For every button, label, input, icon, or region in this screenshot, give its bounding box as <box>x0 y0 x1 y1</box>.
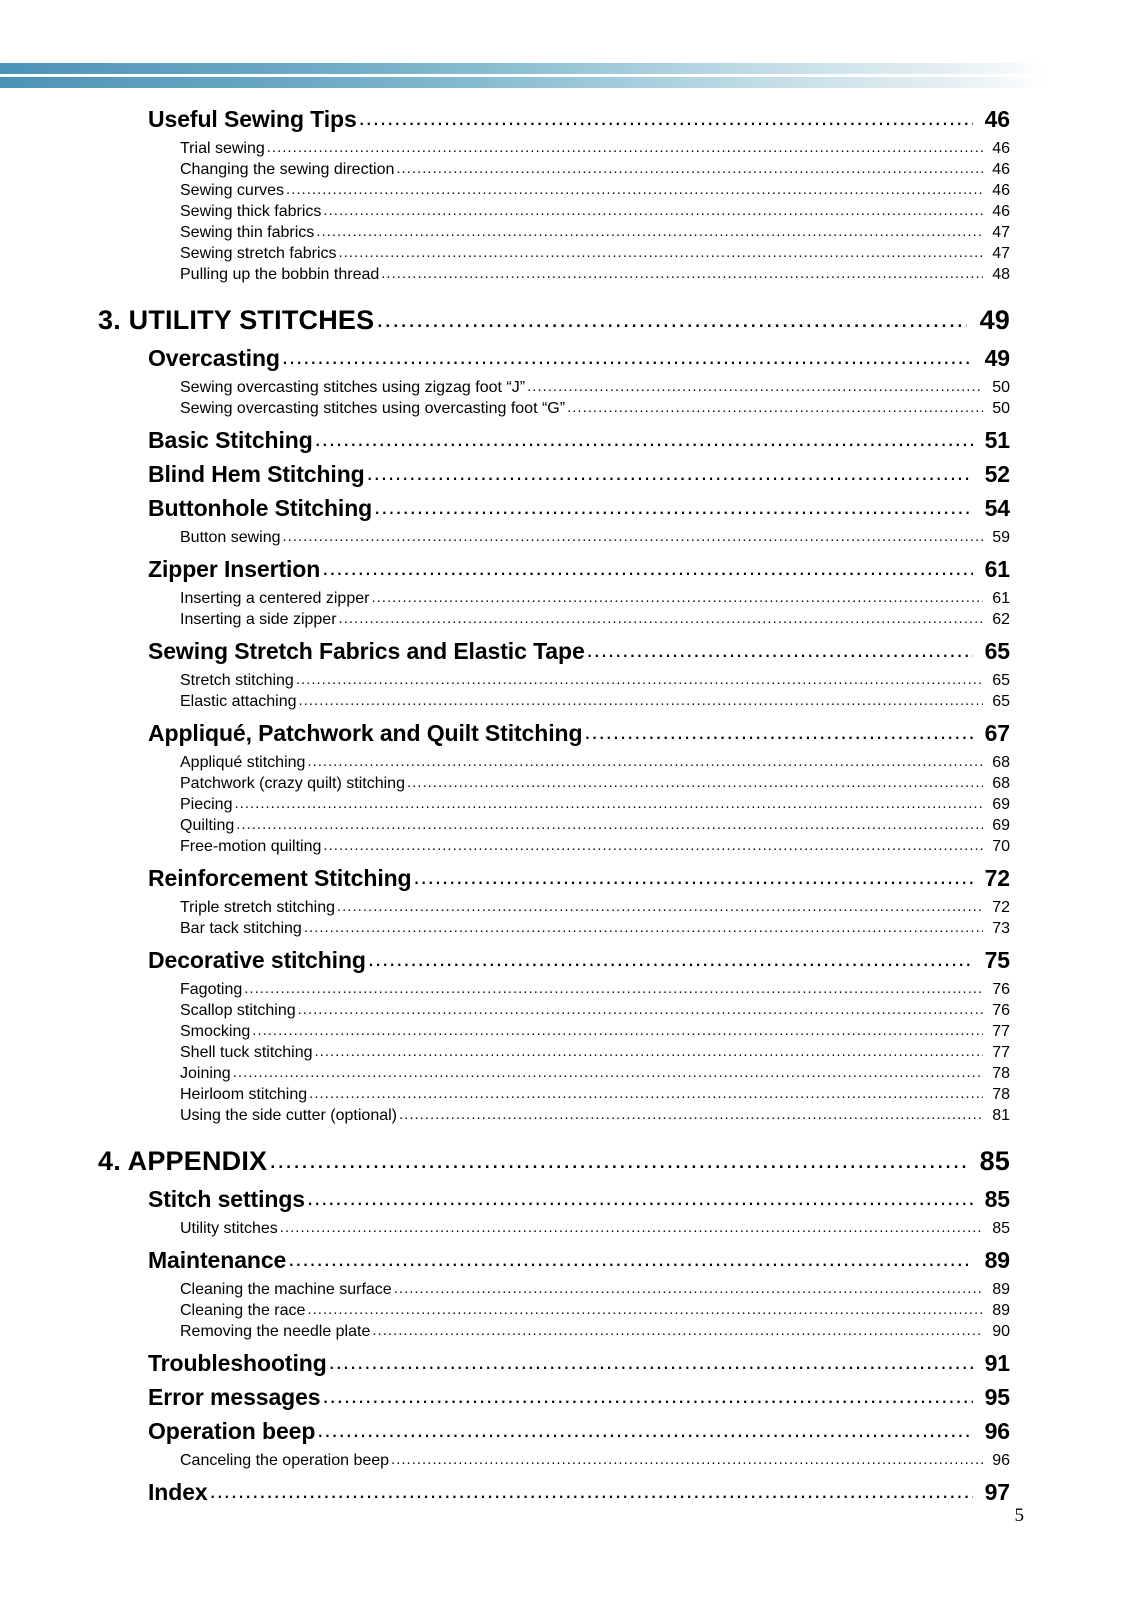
toc-entry-label: Fagoting <box>180 981 243 998</box>
toc-entry-sub[interactable] <box>0 979 1132 1000</box>
toc-entry-label: Pulling up the bobbin thread <box>180 266 380 283</box>
toc-dot-leader <box>394 1278 983 1299</box>
toc-entry-page-number: 95 <box>984 1384 1010 1410</box>
toc-dot-leader <box>323 200 983 221</box>
toc-dot-leader <box>339 242 983 263</box>
toc-entry-page-number: 52 <box>984 461 1010 487</box>
toc-entry-sub[interactable] <box>0 1042 1132 1063</box>
toc-dot-leader <box>414 862 973 892</box>
toc-dot-leader <box>372 1320 983 1341</box>
toc-entry-sub[interactable] <box>0 377 1132 398</box>
toc-entry-label: Stitch settings <box>148 1186 305 1212</box>
toc-entry-section[interactable] <box>0 1348 1132 1382</box>
toc-entry-sub[interactable] <box>0 527 1132 548</box>
toc-entry-sub[interactable] <box>0 752 1132 773</box>
toc-entry-page-number: 68 <box>992 754 1010 771</box>
toc-entry-label: Bar tack stitching <box>180 920 302 937</box>
toc-entry-section[interactable] <box>0 343 1132 377</box>
toc-entry-page-number: 72 <box>992 899 1010 916</box>
toc-entry-page-number: 47 <box>992 245 1010 262</box>
toc-entry-page-number: 46 <box>992 203 1010 220</box>
toc-entry-page-number: 96 <box>984 1418 1010 1444</box>
toc-entry-label: Useful Sewing Tips <box>148 106 357 132</box>
toc-entry-page-number: 97 <box>984 1479 1010 1505</box>
toc-entry-sub[interactable] <box>0 1321 1132 1342</box>
toc-dot-leader <box>269 1143 967 1177</box>
toc-entry-sub[interactable] <box>0 1063 1132 1084</box>
toc-entry-sub[interactable] <box>0 201 1132 222</box>
toc-entry-section[interactable] <box>0 1184 1132 1218</box>
toc-entry-chapter[interactable] <box>0 1144 1132 1184</box>
toc-entry-section[interactable] <box>0 1382 1132 1416</box>
toc-dot-leader <box>233 1062 983 1083</box>
toc-entry-sub[interactable] <box>0 691 1132 712</box>
toc-dot-leader <box>322 553 973 583</box>
toc-entry-sub[interactable] <box>0 1084 1132 1105</box>
toc-dot-leader <box>316 221 983 242</box>
toc-entry-label: Inserting a side zipper <box>180 611 337 628</box>
toc-entry-sub[interactable] <box>0 159 1132 180</box>
header-gradient-bar-bottom <box>0 77 1046 88</box>
toc-entry-sub[interactable] <box>0 836 1132 857</box>
toc-entry-label: Piecing <box>180 796 233 813</box>
toc-entry-page-number: 61 <box>984 556 1010 582</box>
toc-entry-sub[interactable] <box>0 1218 1132 1239</box>
toc-dot-leader <box>244 978 983 999</box>
toc-dot-leader <box>367 458 973 488</box>
toc-entry-sub[interactable] <box>0 180 1132 201</box>
toc-entry-page-number: 78 <box>992 1086 1010 1103</box>
toc-entry-label: Operation beep <box>148 1418 316 1444</box>
toc-entry-label: Decorative stitching <box>148 947 366 973</box>
toc-entry-sub[interactable] <box>0 264 1132 285</box>
toc-entry-label: Scallop stitching <box>180 1002 296 1019</box>
toc-entry-page-number: 62 <box>992 611 1010 628</box>
toc-dot-leader <box>236 814 983 835</box>
toc-entry-page-number: 69 <box>992 796 1010 813</box>
toc-entry-page-number: 72 <box>984 865 1010 891</box>
toc-entry-label: Sewing overcasting stitches using overcasting foot “G” <box>180 400 566 417</box>
toc-dot-leader <box>527 376 983 397</box>
toc-entry-page-number: 65 <box>984 638 1010 664</box>
toc-entry-page-number: 47 <box>992 224 1010 241</box>
toc-entry-label: Cleaning the race <box>180 1302 306 1319</box>
toc-entry-label: 4. APPENDIX <box>98 1146 268 1176</box>
toc-entry-sub[interactable] <box>0 588 1132 609</box>
toc-entry-sub[interactable] <box>0 897 1132 918</box>
toc-entry-page-number: 49 <box>984 345 1010 371</box>
toc-entry-label: Canceling the operation beep <box>180 1452 390 1469</box>
toc-entry-label: Smocking <box>180 1023 251 1040</box>
toc-entry-page-number: 59 <box>992 529 1010 546</box>
toc-entry-label: Shell tuck stitching <box>180 1044 313 1061</box>
toc-entry-sub[interactable] <box>0 609 1132 630</box>
toc-dot-leader <box>283 526 983 547</box>
toc-entry-page-number: 49 <box>979 305 1010 335</box>
toc-dot-leader <box>376 302 967 336</box>
toc-dot-leader <box>399 1104 983 1125</box>
toc-entry-sub[interactable] <box>0 773 1132 794</box>
toc-entry-page-number: 77 <box>992 1044 1010 1061</box>
toc-entry-page-number: 90 <box>992 1323 1010 1340</box>
toc-entry-sub[interactable] <box>0 1450 1132 1471</box>
toc-dot-leader <box>307 1299 983 1320</box>
table-of-contents <box>0 104 1132 1511</box>
toc-entry-label: Basic Stitching <box>148 427 313 453</box>
toc-entry-label: Maintenance <box>148 1247 287 1273</box>
toc-dot-leader <box>391 1449 983 1470</box>
toc-entry-page-number: 89 <box>992 1281 1010 1298</box>
toc-entry-page-number: 67 <box>984 720 1010 746</box>
toc-entry-page-number: 70 <box>992 838 1010 855</box>
toc-entry-label: Buttonhole Stitching <box>148 495 373 521</box>
header-decorative-band <box>0 0 1132 92</box>
toc-entry-label: Overcasting <box>148 345 280 371</box>
toc-dot-leader <box>584 717 973 747</box>
toc-entry-page-number: 46 <box>992 182 1010 199</box>
toc-dot-leader <box>315 424 973 454</box>
toc-entry-sub[interactable] <box>0 794 1132 815</box>
toc-dot-leader <box>280 1217 983 1238</box>
toc-entry-sub[interactable] <box>0 243 1132 264</box>
toc-dot-leader <box>337 896 983 917</box>
toc-entry-label: Using the side cutter (optional) <box>180 1107 397 1124</box>
toc-entry-label: Sewing curves <box>180 182 285 199</box>
toc-entry-label: Sewing thick fabrics <box>180 203 322 220</box>
toc-entry-page-number: 73 <box>992 920 1010 937</box>
toc-entry-sub[interactable] <box>0 398 1132 419</box>
toc-entry-page-number: 85 <box>984 1186 1010 1212</box>
toc-dot-leader <box>252 1020 983 1041</box>
toc-entry-label: Index <box>148 1479 208 1505</box>
toc-entry-section[interactable] <box>0 945 1132 979</box>
toc-entry-sub[interactable] <box>0 918 1132 939</box>
toc-entry-section[interactable] <box>0 1245 1132 1279</box>
toc-entry-page-number: 85 <box>992 1220 1010 1237</box>
toc-dot-leader <box>329 1347 973 1377</box>
toc-entry-sub[interactable] <box>0 1300 1132 1321</box>
toc-entry-label: Stretch stitching <box>180 672 294 689</box>
toc-entry-label: Elastic attaching <box>180 693 297 710</box>
toc-entry-page-number: 76 <box>992 1002 1010 1019</box>
toc-dot-leader <box>407 772 983 793</box>
toc-entry-page-number: 96 <box>992 1452 1010 1469</box>
toc-entry-sub[interactable] <box>0 1105 1132 1126</box>
toc-entry-label: Zipper Insertion <box>148 556 321 582</box>
toc-entry-label: Free-motion quilting <box>180 838 322 855</box>
toc-entry-page-number: 69 <box>992 817 1010 834</box>
toc-entry-label: Trial sewing <box>180 140 265 157</box>
toc-entry-page-number: 75 <box>984 947 1010 973</box>
toc-entry-label: Heirloom stitching <box>180 1086 308 1103</box>
footer-page-number: 5 <box>1014 1505 1024 1526</box>
toc-entry-label: Cleaning the machine surface <box>180 1281 392 1298</box>
toc-entry-chapter[interactable] <box>0 303 1132 343</box>
toc-dot-leader <box>309 1083 983 1104</box>
toc-entry-label: Joining <box>180 1065 231 1082</box>
toc-dot-leader <box>396 158 983 179</box>
toc-entry-page-number: 89 <box>992 1302 1010 1319</box>
toc-entry-label: Sewing overcasting stitches using zigzag foot “J” <box>180 379 526 396</box>
toc-dot-leader <box>381 263 983 284</box>
toc-entry-label: Error messages <box>148 1384 321 1410</box>
toc-entry-page-number: 46 <box>984 106 1010 132</box>
toc-entry-label: Blind Hem Stitching <box>148 461 365 487</box>
toc-entry-label: Changing the sewing direction <box>180 161 395 178</box>
toc-entry-page-number: 77 <box>992 1023 1010 1040</box>
toc-entry-page-number: 61 <box>992 590 1010 607</box>
toc-dot-leader <box>307 1183 973 1213</box>
toc-entry-label: Appliqué, Patchwork and Quilt Stitching <box>148 720 583 746</box>
toc-entry-label: Appliqué stitching <box>180 754 306 771</box>
toc-dot-leader <box>267 137 983 158</box>
toc-entry-sub[interactable] <box>0 670 1132 691</box>
toc-entry-section[interactable] <box>0 636 1132 670</box>
toc-entry-sub[interactable] <box>0 138 1132 159</box>
toc-entry-sub[interactable] <box>0 222 1132 243</box>
toc-dot-leader <box>304 917 983 938</box>
toc-dot-leader <box>282 342 973 372</box>
toc-entry-label: Patchwork (crazy quilt) stitching <box>180 775 405 792</box>
toc-entry-section[interactable] <box>0 718 1132 752</box>
toc-entry-section[interactable] <box>0 425 1132 459</box>
toc-entry-section[interactable] <box>0 104 1132 138</box>
toc-entry-section[interactable] <box>0 863 1132 897</box>
toc-entry-section[interactable] <box>0 459 1132 493</box>
toc-entry-page-number: 46 <box>992 140 1010 157</box>
toc-entry-section[interactable] <box>0 493 1132 527</box>
toc-entry-label: Sewing stretch fabrics <box>180 245 337 262</box>
toc-entry-page-number: 81 <box>992 1107 1010 1124</box>
header-gradient-bar-top <box>0 63 1046 74</box>
toc-entry-sub[interactable] <box>0 1279 1132 1300</box>
toc-entry-page-number: 50 <box>992 400 1010 417</box>
toc-entry-page-number: 78 <box>992 1065 1010 1082</box>
toc-entry-page-number: 54 <box>984 495 1010 521</box>
toc-entry-section[interactable] <box>0 554 1132 588</box>
toc-dot-leader <box>210 1476 973 1506</box>
toc-dot-leader <box>234 793 983 814</box>
toc-dot-leader <box>587 635 973 665</box>
toc-dot-leader <box>286 179 983 200</box>
toc-entry-page-number: 85 <box>979 1146 1010 1176</box>
toc-dot-leader <box>339 608 983 629</box>
toc-dot-leader <box>323 835 983 856</box>
toc-entry-page-number: 91 <box>984 1350 1010 1376</box>
toc-entry-section[interactable] <box>0 1416 1132 1450</box>
toc-dot-leader <box>299 690 983 711</box>
toc-entry-section[interactable] <box>0 1477 1132 1511</box>
toc-dot-leader <box>307 751 983 772</box>
toc-entry-sub[interactable] <box>0 1021 1132 1042</box>
toc-dot-leader <box>368 944 973 974</box>
toc-entry-sub[interactable] <box>0 815 1132 836</box>
toc-entry-label: Utility stitches <box>180 1220 278 1237</box>
toc-dot-leader <box>298 999 983 1020</box>
toc-entry-label: Quilting <box>180 817 235 834</box>
toc-entry-label: Sewing Stretch Fabrics and Elastic Tape <box>148 638 585 664</box>
toc-entry-page-number: 76 <box>992 981 1010 998</box>
toc-entry-page-number: 65 <box>992 693 1010 710</box>
toc-dot-leader <box>567 397 983 418</box>
toc-entry-page-number: 89 <box>984 1247 1010 1273</box>
toc-dot-leader <box>288 1244 973 1274</box>
toc-dot-leader <box>296 669 983 690</box>
toc-entry-label: Inserting a centered zipper <box>180 590 370 607</box>
toc-entry-label: Button sewing <box>180 529 281 546</box>
toc-entry-page-number: 68 <box>992 775 1010 792</box>
toc-entry-page-number: 51 <box>984 427 1010 453</box>
toc-dot-leader <box>374 492 973 522</box>
toc-entry-page-number: 65 <box>992 672 1010 689</box>
toc-entry-page-number: 46 <box>992 161 1010 178</box>
toc-dot-leader <box>359 103 973 133</box>
toc-entry-label: Removing the needle plate <box>180 1323 371 1340</box>
toc-entry-sub[interactable] <box>0 1000 1132 1021</box>
toc-dot-leader <box>315 1041 983 1062</box>
toc-entry-label: Troubleshooting <box>148 1350 327 1376</box>
toc-entry-label: Sewing thin fabrics <box>180 224 315 241</box>
toc-entry-label: Reinforcement Stitching <box>148 865 412 891</box>
toc-dot-leader <box>322 1381 973 1411</box>
toc-dot-leader <box>371 587 983 608</box>
toc-entry-label: 3. UTILITY STITCHES <box>98 305 375 335</box>
toc-entry-label: Triple stretch stitching <box>180 899 336 916</box>
toc-dot-leader <box>317 1415 973 1445</box>
toc-entry-page-number: 48 <box>992 266 1010 283</box>
toc-entry-page-number: 50 <box>992 379 1010 396</box>
